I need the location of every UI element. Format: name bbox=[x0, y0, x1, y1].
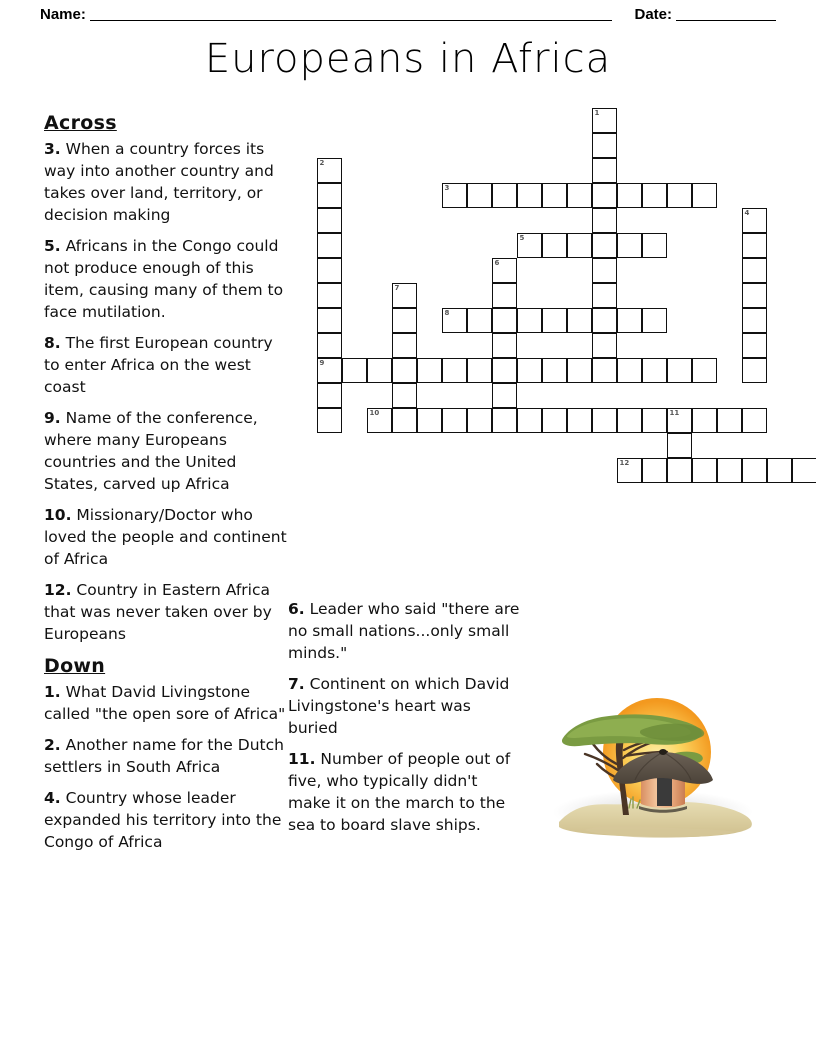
clue-down-4 bbox=[44, 787, 289, 853]
name-input[interactable] bbox=[90, 7, 613, 21]
crossword-cell[interactable] bbox=[667, 433, 692, 458]
clue-number: 10. bbox=[44, 506, 72, 524]
crossword-cell[interactable] bbox=[467, 408, 492, 433]
crossword-cell[interactable] bbox=[567, 358, 592, 383]
clues-right-column bbox=[288, 598, 520, 845]
clue-down-6 bbox=[288, 598, 520, 664]
crossword-cell[interactable] bbox=[667, 458, 692, 483]
crossword-cell[interactable] bbox=[317, 308, 342, 333]
cell-number: 7 bbox=[394, 284, 400, 292]
crossword-cell[interactable] bbox=[517, 408, 542, 433]
crossword-cell[interactable] bbox=[467, 183, 492, 208]
crossword-cell[interactable] bbox=[492, 308, 517, 333]
crossword-cell[interactable] bbox=[742, 333, 767, 358]
crossword-cell[interactable] bbox=[642, 358, 667, 383]
crossword-cell[interactable] bbox=[617, 358, 642, 383]
crossword-cell[interactable] bbox=[617, 458, 642, 483]
crossword-cell[interactable] bbox=[442, 358, 467, 383]
crossword-cell[interactable] bbox=[317, 183, 342, 208]
clue-text: What David Livingstone called "the open sore of Africa" bbox=[44, 683, 286, 723]
cell-number: 4 bbox=[744, 209, 750, 217]
crossword-cell[interactable] bbox=[617, 408, 642, 433]
crossword-cell[interactable] bbox=[742, 283, 767, 308]
crossword-cell[interactable] bbox=[742, 358, 767, 383]
crossword-cell[interactable] bbox=[392, 383, 417, 408]
cell-number: 8 bbox=[444, 309, 450, 317]
crossword-cell[interactable] bbox=[592, 283, 617, 308]
crossword-cell[interactable] bbox=[392, 283, 417, 308]
hut-sunset-svg bbox=[545, 680, 765, 845]
clue-across-5 bbox=[44, 235, 289, 323]
african-hut-illustration bbox=[545, 680, 765, 845]
cell-number: 3 bbox=[444, 184, 450, 192]
crossword-cell[interactable] bbox=[592, 258, 617, 283]
name-label: Name: bbox=[40, 5, 86, 23]
crossword-cell[interactable] bbox=[317, 383, 342, 408]
clue-number: 7. bbox=[288, 675, 305, 693]
clue-number: 9. bbox=[44, 409, 61, 427]
clue-text: The first European country to enter Africa on the west coast bbox=[44, 334, 273, 396]
crossword-cell[interactable] bbox=[492, 333, 517, 358]
down-heading: Down bbox=[44, 655, 106, 677]
page-title: Europeans in Africa bbox=[204, 36, 612, 82]
crossword-cell[interactable] bbox=[767, 458, 792, 483]
clue-text: Leader who said "there are no small nations...only small minds." bbox=[288, 600, 520, 662]
clue-down-2 bbox=[44, 734, 289, 778]
crossword-cell[interactable] bbox=[342, 358, 367, 383]
clues-left-column bbox=[44, 112, 289, 862]
roof-apex bbox=[659, 749, 667, 755]
crossword-cell[interactable] bbox=[717, 458, 742, 483]
crossword-cell[interactable] bbox=[317, 408, 342, 433]
crossword-cell[interactable] bbox=[442, 408, 467, 433]
cell-number: 9 bbox=[319, 359, 325, 367]
crossword-cell[interactable] bbox=[592, 308, 617, 333]
crossword-cell[interactable] bbox=[492, 358, 517, 383]
crossword-cell[interactable] bbox=[642, 233, 667, 258]
crossword-cell[interactable] bbox=[367, 408, 392, 433]
cell-number: 10 bbox=[369, 409, 380, 417]
crossword-cell[interactable] bbox=[617, 183, 642, 208]
clue-across-9 bbox=[44, 407, 289, 495]
clue-number: 5. bbox=[44, 237, 61, 255]
cell-number: 1 bbox=[594, 109, 600, 117]
crossword-cell[interactable] bbox=[692, 358, 717, 383]
crossword-cell[interactable] bbox=[667, 358, 692, 383]
clue-number: 1. bbox=[44, 683, 61, 701]
crossword-cell[interactable] bbox=[567, 183, 592, 208]
clue-text: Continent on which David Livingstone's heart was buried bbox=[288, 675, 510, 737]
cell-number: 6 bbox=[494, 259, 500, 267]
crossword-cell[interactable] bbox=[542, 308, 567, 333]
clue-text: Country in Eastern Africa that was never taken over by Europeans bbox=[44, 581, 272, 643]
crossword-cell[interactable] bbox=[742, 458, 767, 483]
crossword-cell[interactable] bbox=[542, 233, 567, 258]
crossword-cell[interactable] bbox=[692, 458, 717, 483]
crossword-cell[interactable] bbox=[317, 358, 342, 383]
crossword-cell[interactable] bbox=[392, 333, 417, 358]
crossword-cell[interactable] bbox=[392, 308, 417, 333]
crossword-cell[interactable] bbox=[492, 258, 517, 283]
crossword-cell[interactable] bbox=[317, 233, 342, 258]
clue-text: Africans in the Congo could not produce enough of this item, causing many of them to face mutilation. bbox=[44, 237, 284, 321]
crossword-cell[interactable] bbox=[392, 408, 417, 433]
crossword-cell[interactable] bbox=[317, 258, 342, 283]
crossword-cell[interactable] bbox=[592, 333, 617, 358]
clue-text: Number of people out of five, who typically didn't make it on the march to the sea to board slave ships. bbox=[288, 750, 511, 834]
crossword-cell[interactable] bbox=[742, 208, 767, 233]
crossword-cell[interactable] bbox=[317, 283, 342, 308]
crossword-cell[interactable] bbox=[742, 408, 767, 433]
crossword-cell[interactable] bbox=[517, 233, 542, 258]
clue-down-11 bbox=[288, 748, 520, 836]
crossword-cell[interactable] bbox=[317, 333, 342, 358]
crossword-cell[interactable] bbox=[717, 408, 742, 433]
crossword-cell[interactable] bbox=[742, 258, 767, 283]
crossword-cell[interactable] bbox=[542, 183, 567, 208]
clue-down-1 bbox=[44, 681, 289, 725]
crossword-cell[interactable] bbox=[642, 183, 667, 208]
crossword-cell[interactable] bbox=[542, 358, 567, 383]
date-input[interactable] bbox=[676, 7, 776, 21]
crossword-cell[interactable] bbox=[417, 408, 442, 433]
crossword-cell[interactable] bbox=[742, 308, 767, 333]
crossword-cell[interactable] bbox=[517, 358, 542, 383]
clue-across-10 bbox=[44, 504, 289, 570]
crossword-cell[interactable] bbox=[567, 308, 592, 333]
clue-down-7 bbox=[288, 673, 520, 739]
crossword-cell[interactable] bbox=[317, 208, 342, 233]
crossword-cell[interactable] bbox=[742, 233, 767, 258]
crossword-cell[interactable] bbox=[492, 183, 517, 208]
crossword-cell[interactable] bbox=[542, 408, 567, 433]
name-date-header bbox=[40, 0, 780, 28]
across-heading: Across bbox=[44, 112, 117, 134]
clue-number: 6. bbox=[288, 600, 305, 618]
crossword-cell[interactable] bbox=[592, 358, 617, 383]
clue-number: 11. bbox=[288, 750, 316, 768]
crossword-cell[interactable] bbox=[417, 358, 442, 383]
crossword-cell[interactable] bbox=[492, 283, 517, 308]
crossword-cell[interactable] bbox=[667, 183, 692, 208]
clue-text: When a country forces its way into another country and takes over land, territory, or decision making bbox=[44, 140, 274, 224]
crossword-cell[interactable] bbox=[692, 408, 717, 433]
cell-number: 2 bbox=[319, 159, 325, 167]
crossword-cell[interactable] bbox=[692, 183, 717, 208]
date-label: Date: bbox=[634, 5, 672, 23]
crossword-cell[interactable] bbox=[442, 308, 467, 333]
crossword-cell[interactable] bbox=[792, 458, 816, 483]
clue-number: 12. bbox=[44, 581, 72, 599]
hut-doorway bbox=[657, 778, 672, 806]
crossword-cell[interactable] bbox=[642, 408, 667, 433]
clue-across-3 bbox=[44, 138, 289, 226]
crossword-cell[interactable] bbox=[592, 108, 617, 133]
crossword-cell[interactable] bbox=[467, 308, 492, 333]
clue-number: 4. bbox=[44, 789, 61, 807]
clue-number: 3. bbox=[44, 140, 61, 158]
clue-text: Missionary/Doctor who loved the people and continent of Africa bbox=[44, 506, 287, 568]
crossword-cell[interactable] bbox=[592, 233, 617, 258]
cell-number: 12 bbox=[619, 459, 630, 467]
crossword-cell[interactable] bbox=[592, 133, 617, 158]
clue-number: 8. bbox=[44, 334, 61, 352]
crossword-cell[interactable] bbox=[442, 183, 467, 208]
crossword-cell[interactable] bbox=[517, 183, 542, 208]
clue-text: Country whose leader expanded his territory into the Congo of Africa bbox=[44, 789, 282, 851]
cell-number: 11 bbox=[669, 409, 680, 417]
crossword-cell[interactable] bbox=[467, 358, 492, 383]
clue-text: Another name for the Dutch settlers in South Africa bbox=[44, 736, 284, 776]
crossword-cell[interactable] bbox=[592, 158, 617, 183]
crossword-cell[interactable] bbox=[492, 408, 517, 433]
crossword-cell[interactable] bbox=[642, 308, 667, 333]
crossword-cell[interactable] bbox=[592, 208, 617, 233]
clue-across-8 bbox=[44, 332, 289, 398]
crossword-cell[interactable] bbox=[517, 308, 542, 333]
crossword-cell[interactable] bbox=[317, 158, 342, 183]
crossword-cell[interactable] bbox=[567, 233, 592, 258]
crossword-cell[interactable] bbox=[642, 458, 667, 483]
crossword-cell[interactable] bbox=[367, 358, 392, 383]
crossword-cell[interactable] bbox=[592, 183, 617, 208]
crossword-cell[interactable] bbox=[492, 383, 517, 408]
crossword-grid[interactable] bbox=[317, 108, 816, 488]
crossword-cell[interactable] bbox=[567, 408, 592, 433]
crossword-cell[interactable] bbox=[667, 408, 692, 433]
clue-number: 2. bbox=[44, 736, 61, 754]
crossword-cell[interactable] bbox=[592, 408, 617, 433]
cell-number: 5 bbox=[519, 234, 525, 242]
clue-across-12 bbox=[44, 579, 289, 645]
crossword-cell[interactable] bbox=[617, 308, 642, 333]
crossword-cell[interactable] bbox=[392, 358, 417, 383]
crossword-cell[interactable] bbox=[617, 233, 642, 258]
clue-text: Name of the conference, where many Europeans countries and the United States, carved up Africa bbox=[44, 409, 258, 493]
